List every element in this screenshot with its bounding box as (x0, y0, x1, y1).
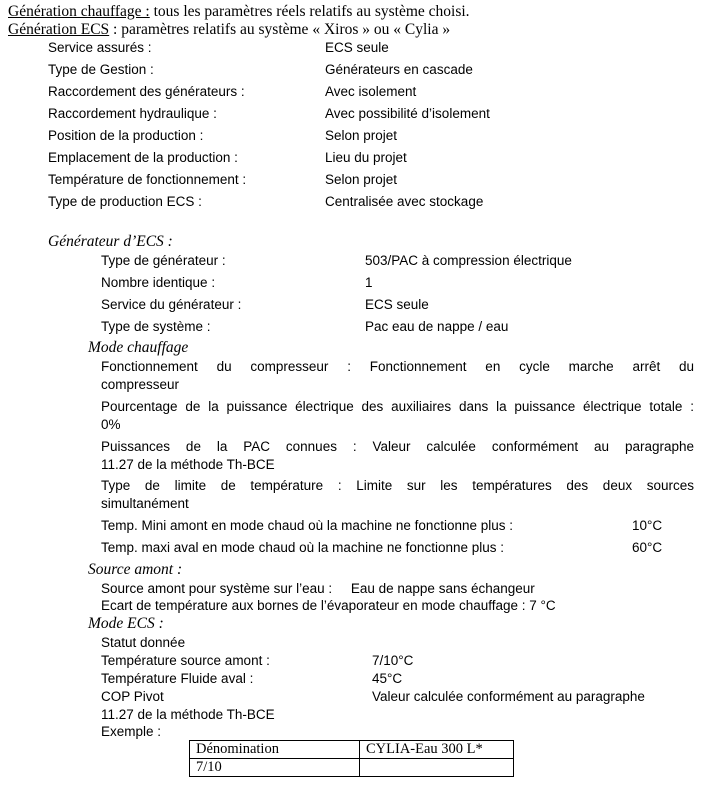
param-value: Centralisée avec stockage (325, 194, 484, 209)
temp-source-label: Température source amont : (101, 653, 270, 668)
auxiliaires-line: Pourcentage de la puissance électrique des auxiliaires dans la puissance électrique totale : (101, 399, 694, 414)
param-value: Avec possibilité d’isolement (325, 106, 490, 121)
temp-source-value: 7/10°C (372, 653, 414, 668)
param-value: Selon projet (325, 128, 398, 143)
cop-value: Valeur calculée conformément au paragraphe (372, 689, 645, 704)
limite-line: Type de limite de température : Limite sur les températures des deux sources (101, 478, 694, 493)
compresseur-line: Fonctionnement du compresseur : Fonctionnement en cycle marche arrêt du (101, 359, 694, 374)
statut-line: Statut donnée (101, 635, 186, 650)
param-label: Raccordement des générateurs : (48, 84, 245, 99)
section-heading-generateur: Générateur d’ECS : (48, 233, 173, 250)
table-cell (360, 759, 514, 777)
generator-label: Type de générateur : (101, 253, 226, 268)
table-row (190, 759, 514, 777)
generator-value: 503/PAC à compression électrique (365, 253, 572, 268)
example-table (189, 740, 514, 777)
intro-ecs-text: : paramètres relatifs au système « Xiros » ou « Cylia » (109, 21, 451, 38)
intro-chauffage-label: Génération chauffage : (8, 3, 150, 20)
temp-mini-value: 10°C (632, 518, 663, 533)
generator-label: Nombre identique : (101, 275, 216, 290)
source-amont-line: Source amont pour système sur l’eau : Eau de nappe sans échangeur (101, 581, 535, 596)
param-label: Type de Gestion : (48, 62, 154, 77)
param-label: Température de fonctionnement : (48, 172, 247, 187)
table-header-cell: Dénomination (190, 741, 360, 759)
temp-fluide-value: 45°C (372, 671, 403, 686)
table-header-cell: CYLIA-Eau 300 L* (360, 741, 514, 759)
generator-value: 1 (365, 275, 373, 290)
param-label: Emplacement de la production : (48, 150, 238, 165)
table-cell: 7/10 (190, 759, 360, 777)
intro-ecs-label: Génération ECS (8, 21, 110, 38)
generator-label: Service du générateur : (101, 297, 242, 312)
intro-chauffage-text: tous les paramètres réels relatifs au système choisi. (149, 3, 470, 20)
generator-value: Pac eau de nappe / eau (365, 319, 509, 334)
section-heading-source-amont: Source amont : (88, 561, 183, 578)
limite-line-2: simultanément (101, 496, 189, 511)
auxiliaires-value: 0% (101, 417, 121, 432)
intro-line-ecs (8, 21, 450, 39)
param-label: Type de production ECS : (48, 194, 202, 209)
generator-label: Type de système : (101, 319, 211, 334)
puissances-line: Puissances de la PAC connues : Valeur calculée conformément au paragraphe (101, 439, 694, 454)
table-row (190, 741, 514, 759)
param-value: ECS seule (325, 40, 389, 55)
param-value: Avec isolement (325, 84, 417, 99)
ecart-temperature-line: Ecart de température aux bornes de l’évaporateur en mode chauffage : 7 °C (101, 598, 556, 613)
section-heading-mode-chauffage: Mode chauffage (88, 339, 189, 356)
param-value: Selon projet (325, 172, 398, 187)
temp-maxi-value: 60°C (632, 540, 663, 555)
intro-line-chauffage (8, 3, 470, 21)
cop-line-2: 11.27 de la méthode Th-BCE (101, 707, 275, 722)
temp-fluide-label: Température Fluide aval : (101, 671, 254, 686)
compresseur-line-2: compresseur (101, 377, 180, 392)
cop-label: COP Pivot (101, 689, 164, 704)
temp-mini-label: Temp. Mini amont en mode chaud où la machine ne fonctionne plus : (101, 518, 513, 533)
param-label: Position de la production : (48, 128, 204, 143)
param-label: Service assurés : (48, 40, 152, 55)
temp-maxi-label: Temp. maxi aval en mode chaud où la machine ne fonctionne plus : (101, 540, 504, 555)
param-value: Lieu du projet (325, 150, 407, 165)
param-value: Générateurs en cascade (325, 62, 473, 77)
generator-value: ECS seule (365, 297, 429, 312)
section-heading-mode-ecs: Mode ECS : (88, 615, 164, 632)
puissances-line-2: 11.27 de la méthode Th-BCE (101, 457, 275, 472)
exemple-label: Exemple : (101, 724, 162, 739)
param-label: Raccordement hydraulique : (48, 106, 217, 121)
